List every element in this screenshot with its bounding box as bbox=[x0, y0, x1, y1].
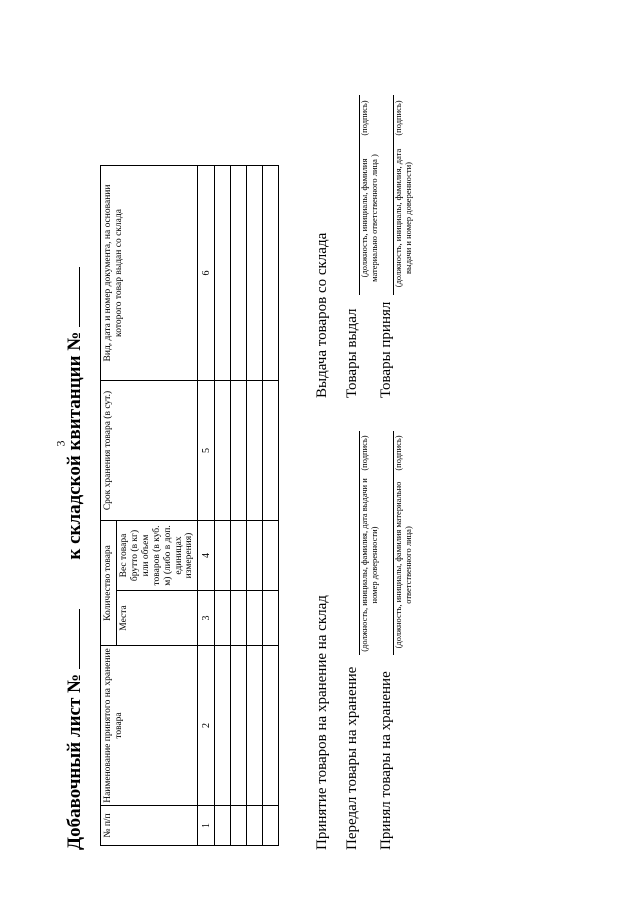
col-number: 5 bbox=[198, 381, 215, 521]
cell[interactable] bbox=[247, 591, 263, 646]
receipt-number-blank[interactable] bbox=[79, 267, 80, 327]
sheet-number-blank[interactable] bbox=[79, 609, 80, 669]
handed-signature-caption: (подпись) bbox=[359, 435, 369, 471]
column-number-row bbox=[198, 166, 215, 846]
cell[interactable] bbox=[263, 591, 279, 646]
cell[interactable] bbox=[231, 381, 247, 521]
title-sheet-label: Добавочный лист № bbox=[64, 673, 85, 850]
cell[interactable] bbox=[231, 806, 247, 846]
table-row bbox=[215, 166, 231, 846]
header-num: № п/п bbox=[101, 806, 198, 846]
cell[interactable] bbox=[215, 521, 231, 591]
issued-caption: (должность, инициалы, фамилия материально ответственного лица ) bbox=[359, 154, 379, 282]
cell[interactable] bbox=[263, 521, 279, 591]
issued-signature-caption: (подпись) bbox=[359, 100, 369, 136]
table-row bbox=[263, 166, 279, 846]
col-number: 6 bbox=[198, 166, 215, 381]
cell[interactable] bbox=[215, 166, 231, 381]
cell[interactable] bbox=[247, 646, 263, 806]
rotated-form bbox=[62, 90, 413, 850]
cell[interactable] bbox=[215, 806, 231, 846]
col-number: 2 bbox=[198, 646, 215, 806]
title-receipt-label: к складской квитанции № bbox=[64, 331, 85, 560]
acceptance-title: Принятие товаров на хранение на склад bbox=[314, 595, 330, 850]
cell[interactable] bbox=[263, 381, 279, 521]
cell[interactable] bbox=[247, 381, 263, 521]
header-doc: Вид, дата и номер документа, на основании которого товар выдан со склада bbox=[101, 166, 198, 381]
form-title bbox=[64, 90, 86, 850]
header-places: Места bbox=[116, 591, 197, 646]
page-number: 3 bbox=[53, 440, 68, 447]
cell[interactable] bbox=[231, 521, 247, 591]
cell[interactable] bbox=[215, 591, 231, 646]
cell[interactable] bbox=[247, 166, 263, 381]
cell[interactable] bbox=[247, 521, 263, 591]
table-row bbox=[247, 166, 263, 846]
cell[interactable] bbox=[263, 806, 279, 846]
received-label: Товары принял bbox=[378, 301, 394, 398]
cell[interactable] bbox=[231, 646, 247, 806]
issue-title: Выдача товаров со склада bbox=[314, 232, 330, 398]
received-caption: (должность, инициалы, фамилия, дата выдачи и номер доверенности) bbox=[393, 148, 413, 288]
table-row bbox=[231, 166, 247, 846]
issued-label: Товары выдал bbox=[344, 308, 360, 398]
cell[interactable] bbox=[263, 166, 279, 381]
header-weight: Вес товара брутто (в кг) или объем товаров (в куб. м) (либо в доп. единицах измерения) bbox=[116, 521, 197, 591]
header-name: Наименование принятого на хранение товара bbox=[101, 646, 198, 806]
col-number: 3 bbox=[198, 591, 215, 646]
cell[interactable] bbox=[263, 646, 279, 806]
accepted-signature-caption: (подпись) bbox=[393, 435, 403, 471]
handed-caption: (должность, инициалы, фамилия, дата выдачи и номер доверенности) bbox=[359, 478, 379, 652]
table-header-row bbox=[101, 166, 117, 846]
goods-table bbox=[100, 165, 279, 846]
received-signature-caption: (подпись) bbox=[393, 100, 403, 136]
cell[interactable] bbox=[231, 166, 247, 381]
col-number: 4 bbox=[198, 521, 215, 591]
cell[interactable] bbox=[215, 646, 231, 806]
cell[interactable] bbox=[231, 591, 247, 646]
accepted-label: Принял товары на хранение bbox=[378, 671, 394, 850]
header-term: Срок хранения товара (в сут.) bbox=[101, 381, 198, 521]
cell[interactable] bbox=[247, 806, 263, 846]
col-number: 1 bbox=[198, 806, 215, 846]
handed-label: Передал товары на хранение bbox=[344, 666, 360, 850]
accepted-caption: (должность, инициалы, фамилия материально ответственного лица) bbox=[393, 481, 413, 649]
header-qty: Количество товара bbox=[101, 521, 117, 646]
cell[interactable] bbox=[215, 381, 231, 521]
